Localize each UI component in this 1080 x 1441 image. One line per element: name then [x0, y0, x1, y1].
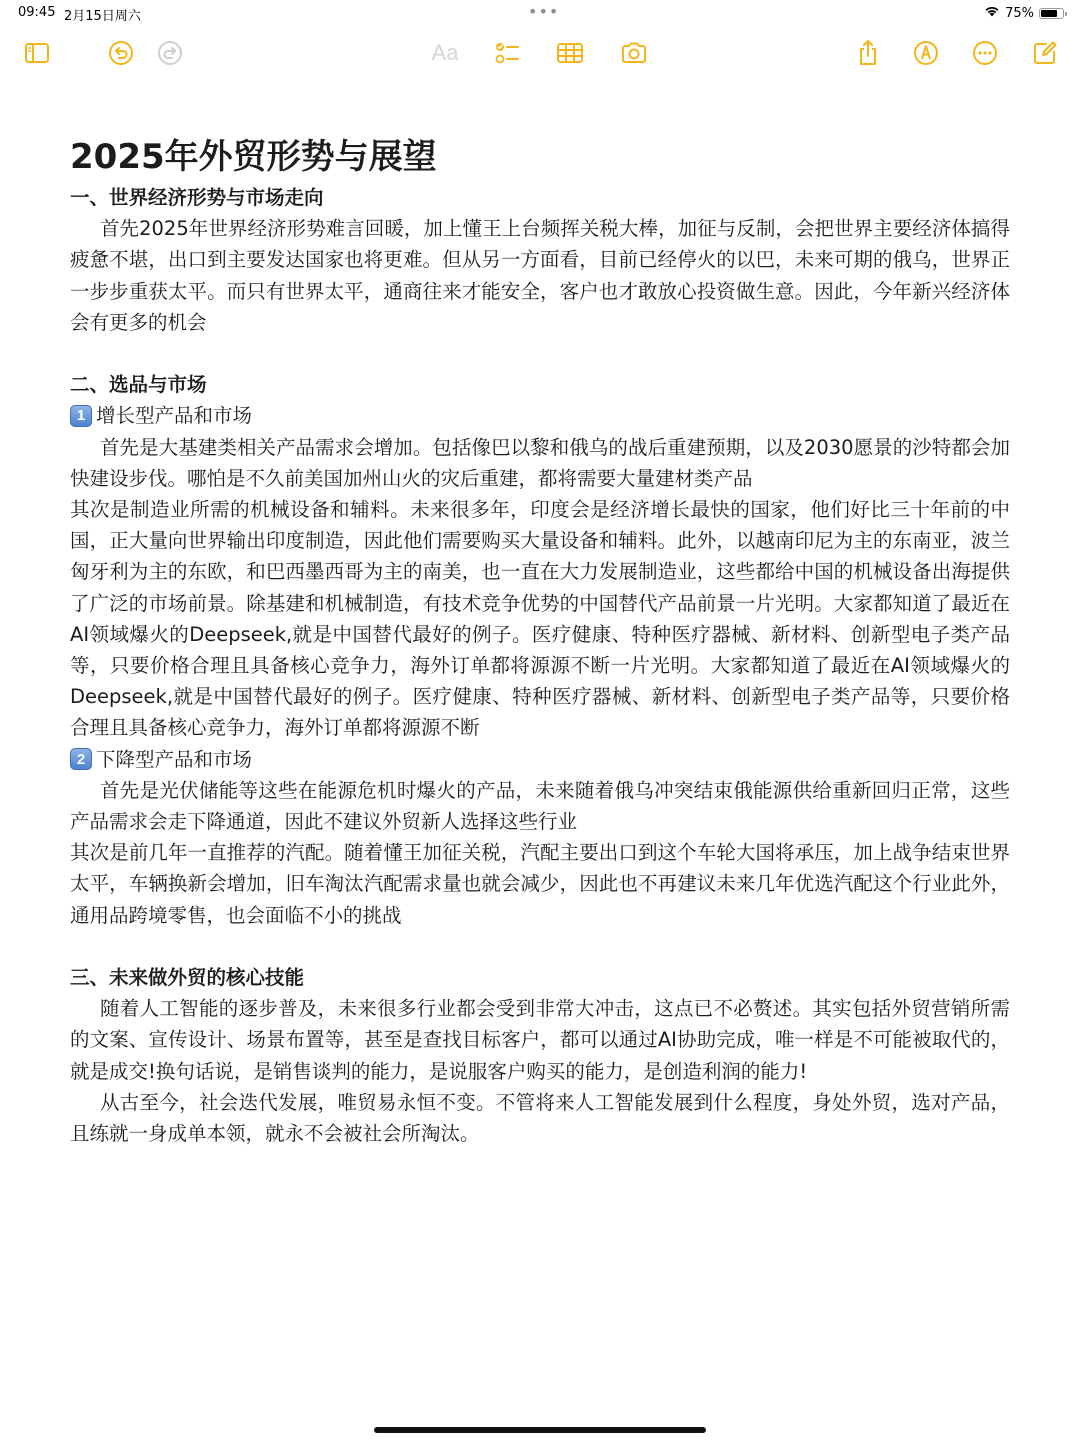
subheading-label: 下降型产品和市场 — [96, 747, 253, 771]
compose-icon — [1030, 38, 1060, 68]
undo-icon — [106, 38, 136, 68]
markup-pen-icon — [911, 38, 941, 68]
subheading-decline — [70, 744, 1010, 775]
redo-button[interactable] — [153, 36, 187, 70]
compose-button[interactable] — [1028, 36, 1062, 70]
more-icon — [970, 38, 1000, 68]
subheading-label: 增长型产品和市场 — [96, 404, 253, 428]
notes-toolbar — [0, 32, 1080, 74]
checklist-button[interactable] — [490, 36, 524, 70]
undo-button[interactable] — [104, 36, 138, 70]
camera-button[interactable] — [617, 36, 651, 70]
note-body[interactable] — [70, 132, 1010, 1149]
empty-line — [70, 338, 1010, 369]
decline-paragraph-2: 其次是前几年一直推荐的汽配。随着懂王加征关税，汽配主要出口到这个车轮大国将承压，加上战争结束世界太平，车辆换新会增加，旧车淘汰汽配需求量也就会减少，因此也不再建议未来几年优选汽配这个行业此外，通用品跨境零售，也会面临不小的挑战 — [70, 841, 1010, 927]
section3-paragraph-2: 从古至今，社会迭代发展，唯贸易永恒不变。不管将来人工智能发展到什么程度，身处外贸，选对产品，且练就一身成单本领，就永不会被社会所淘汰。 — [70, 1090, 1010, 1146]
section1-paragraph: 首先2025年世界经济形势难言回暖，加上懂王上台频挥关税大棒，加征与反制，会把世界主要经济体搞得疲惫不堪，出口到主要发达国家也将更难。但从另一方面看，目前已经停火的以巴，未来可期的俄乌，世界正一步步重获太平。而只有世界太平，通商往来才能安全，客户也才敢放心投资做生意。因此，今年新兴经济体会有更多的机会 — [70, 217, 1010, 334]
more-button[interactable] — [968, 36, 1002, 70]
section-heading-2: 二、选品与市场 — [70, 373, 207, 397]
section3-paragraph-1: 随着人工智能的逐步普及，未来很多行业都会受到非常大冲击，这点已不必赘述。其实包括外贸营销所需的文案、宣传设计、场景布置等，甚至是查找目标客户，都可以通过AI协助完成，唯一样是不可能被取代的，就是成交!换句话说，是销售谈判的能力，是说服客户购买的能力，是创造利润的能力! — [70, 997, 1010, 1083]
camera-icon — [619, 38, 649, 68]
sidebar-icon — [22, 38, 52, 68]
empty-line — [70, 931, 1010, 962]
table-icon — [555, 38, 585, 68]
decline-paragraph-1: 首先是光伏储能等这些在能源危机时爆火的产品，未来随着俄乌冲突结束俄能源供给重新回归正常，这些产品需求会走下降通道，因此不建议外贸新人选择这些行业 — [70, 778, 1010, 834]
checklist-icon — [492, 38, 522, 68]
growth-paragraph-1: 首先是大基建类相关产品需求会增加。包括像巴以黎和俄乌的战后重建预期，以及2030愿景的沙特都会加快建设步伐。哪怕是不久前美国加州山火的灾后重建，都将需要大量建材类产品 — [70, 435, 1010, 490]
battery-percent: 75% — [1005, 5, 1034, 21]
note-title: 2025年外贸形势与展望 — [70, 137, 437, 177]
multitasking-dots[interactable]: ••• — [528, 2, 560, 21]
battery-icon — [1039, 8, 1064, 19]
share-button[interactable] — [851, 36, 885, 70]
table-button[interactable] — [553, 36, 587, 70]
status-date: 2月15日周六 — [64, 9, 141, 24]
sidebar-toggle-button[interactable] — [20, 36, 54, 70]
format-text-button[interactable] — [428, 36, 462, 70]
keycap-two-icon: 2 — [70, 748, 92, 770]
wifi-icon — [984, 5, 1000, 21]
status-time: 09:45 — [18, 5, 56, 20]
section-heading-3: 三、未来做外贸的核心技能 — [70, 966, 305, 990]
status-indicators — [984, 4, 1064, 22]
subheading-growth — [70, 400, 1010, 431]
status-bar — [0, 0, 1080, 26]
section-heading-1: 一、世界经济形势与市场走向 — [70, 186, 324, 209]
format-text-icon: Aa — [431, 40, 459, 65]
home-indicator[interactable] — [374, 1427, 706, 1433]
growth-paragraph-2: 其次是制造业所需的机械设备和辅料。未来很多年，印度会是经济增长最快的国家，他们好比三十年前的中国，正大量向世界输出印度制造，因此他们需要购买大量设备和辅料。此外，以越南印尼为主的东南亚，波兰匈牙利为主的东欧，和巴西墨西哥为主的南美，也一直在大力发展制造业，这些都给中国的机械设备出海提供了广泛的市场前景。除基建和机械制造，有技术竞争优势的中国替代产品前景一片光明。大家都知道了最近在AI领域爆火的Deepseek,就是中国替代最好的例子。医疗健康、特种医疗器械、新材料、创新型电子类产品等，只要价格合理且具备核心竞争力，海外订单都将源源不断一片光明。大家都知道了最近在AI领域爆火的Deepseek,就是中国替代最好的例子。医疗健康、特种医疗器械、新材料、创新型电子类产品等，只要价格合理且具备核心竞争力，海外订单都将源源不断 — [70, 498, 1010, 740]
share-icon — [853, 38, 883, 68]
markup-button[interactable] — [909, 36, 943, 70]
redo-icon — [155, 38, 185, 68]
keycap-one-icon: 1 — [70, 405, 92, 427]
battery-level — [1041, 10, 1057, 17]
